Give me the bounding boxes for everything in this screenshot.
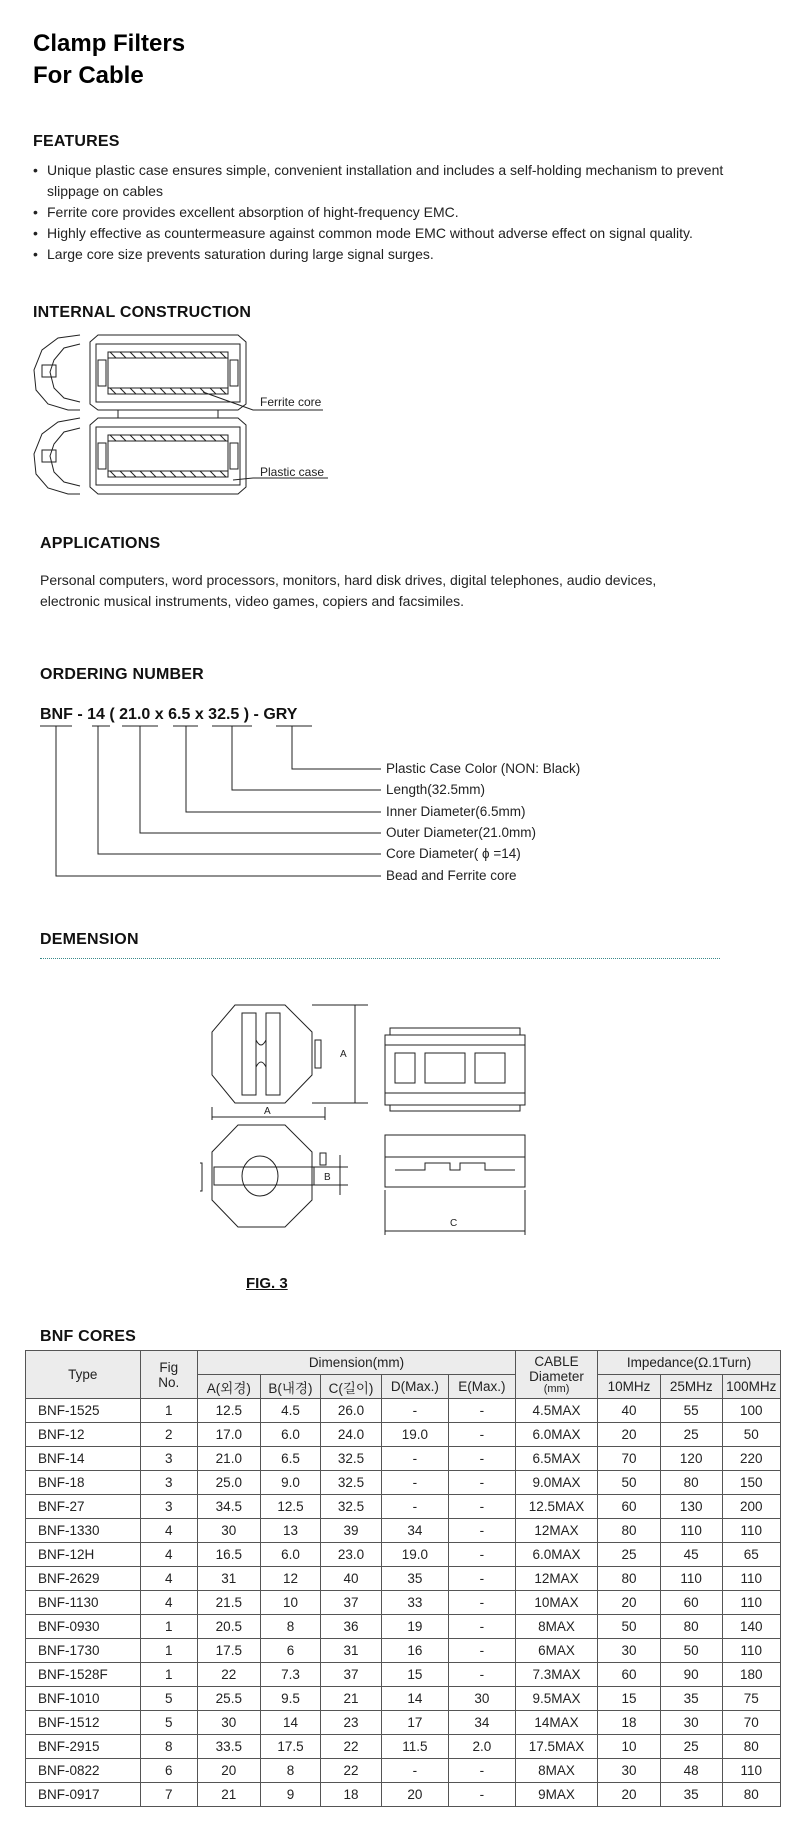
table-cell: 34 — [448, 1711, 515, 1735]
applications-text: Personal computers, word processors, monitors, hard disk drives, digital telephones, audio devices, electronic musical instruments, video games, copiers and facsimiles. — [40, 572, 657, 609]
table-row — [26, 1471, 781, 1495]
table-cell: 70 — [722, 1711, 780, 1735]
feature-item: • Large core size prevents saturation during large signal surges. — [33, 244, 773, 265]
table-row — [26, 1735, 781, 1759]
table-cell: 3 — [140, 1495, 197, 1519]
table-cell: 35 — [660, 1783, 722, 1807]
feature-item: • Ferrite core provides excellent absorption of hight-frequency EMC. — [33, 202, 773, 223]
table-cell: 18 — [321, 1783, 382, 1807]
table-cell: 20 — [598, 1423, 661, 1447]
table-cell: 150 — [722, 1471, 780, 1495]
table-cell: 15 — [598, 1687, 661, 1711]
table-cell: 80 — [722, 1783, 780, 1807]
dimension-divider — [40, 958, 720, 959]
table-cell: 7.3 — [260, 1663, 321, 1687]
subheader-a: A(외경) — [197, 1375, 260, 1399]
dim-label-b: B — [324, 1172, 331, 1183]
table-cell: 6MAX — [515, 1639, 597, 1663]
table-cell: - — [381, 1759, 448, 1783]
header-cable: CABLE Diameter (mm) — [515, 1351, 597, 1399]
table-cell: 60 — [598, 1495, 661, 1519]
table-cell: 21.5 — [197, 1591, 260, 1615]
cell-type: BNF-0822 — [26, 1759, 141, 1783]
table-cell: 60 — [598, 1663, 661, 1687]
table-cell: 12.5 — [197, 1399, 260, 1423]
table-cell: 40 — [598, 1399, 661, 1423]
table-row — [26, 1447, 781, 1471]
table-header-row — [26, 1351, 781, 1375]
table-cell: 80 — [598, 1519, 661, 1543]
table-cell: 16 — [381, 1639, 448, 1663]
table-cell: 6.0 — [260, 1423, 321, 1447]
table-cell: 10 — [598, 1735, 661, 1759]
subheader-25mhz: 25MHz — [660, 1375, 722, 1399]
table-cell: 120 — [660, 1447, 722, 1471]
table-cell: 9MAX — [515, 1783, 597, 1807]
legend-core-diameter: Core Diameter( ϕ =14) — [386, 846, 521, 861]
table-cell: 80 — [598, 1567, 661, 1591]
table-cell: 25.0 — [197, 1471, 260, 1495]
subheader-e: E(Max.) — [448, 1375, 515, 1399]
table-cell: 4 — [140, 1591, 197, 1615]
construction-heading: INTERNAL CONSTRUCTION — [33, 304, 252, 321]
table-cell: 6.0MAX — [515, 1423, 597, 1447]
cell-type: BNF-27 — [26, 1495, 141, 1519]
table-cell: 16.5 — [197, 1543, 260, 1567]
cores-table — [25, 1350, 781, 1807]
cell-type: BNF-12H — [26, 1543, 141, 1567]
table-cell: 6.0MAX — [515, 1543, 597, 1567]
table-cell: 31 — [197, 1567, 260, 1591]
table-cell: 9.0 — [260, 1471, 321, 1495]
table-cell: 6.0 — [260, 1543, 321, 1567]
header-fig: Fig No. — [140, 1351, 197, 1399]
table-cell: 80 — [722, 1735, 780, 1759]
table-cell: 17.5MAX — [515, 1735, 597, 1759]
case-bottom-view-icon — [90, 418, 246, 494]
table-cell: - — [448, 1567, 515, 1591]
case-side-dimension-icon — [385, 1028, 525, 1111]
table-cell: 30 — [598, 1759, 661, 1783]
legend-bead-ferrite: Bead and Ferrite core — [386, 868, 517, 883]
table-cell: 110 — [722, 1639, 780, 1663]
table-cell: 31 — [321, 1639, 382, 1663]
ordering-code: BNF - 14 ( 21.0 x 6.5 x 32.5 ) - GRY — [40, 706, 298, 723]
table-cell: 80 — [660, 1615, 722, 1639]
octagon-end-view-icon — [200, 1125, 348, 1227]
table-cell: 40 — [321, 1567, 382, 1591]
table-cell: 30 — [197, 1519, 260, 1543]
table-cell: 17.5 — [260, 1735, 321, 1759]
legend-inner-diameter: Inner Diameter(6.5mm) — [386, 804, 526, 819]
table-cell: 7.3MAX — [515, 1663, 597, 1687]
table-cell: 50 — [660, 1639, 722, 1663]
cell-type: BNF-1010 — [26, 1687, 141, 1711]
cell-type: BNF-1730 — [26, 1639, 141, 1663]
applications-heading: APPLICATIONS — [40, 535, 161, 552]
table-cell: 20 — [197, 1759, 260, 1783]
table-cell: 25 — [598, 1543, 661, 1567]
table-cell: 10MAX — [515, 1591, 597, 1615]
table-cell: 3 — [140, 1447, 197, 1471]
feature-item: • Unique plastic case ensures simple, convenient installation and includes a self-holding mechanism to prevent slippage on cables — [33, 160, 773, 202]
table-cell: - — [381, 1399, 448, 1423]
table-cell: 14MAX — [515, 1711, 597, 1735]
table-cell: 6 — [140, 1759, 197, 1783]
table-cell: 2.0 — [448, 1735, 515, 1759]
table-cell: 4 — [140, 1543, 197, 1567]
table-cell: 9.5MAX — [515, 1687, 597, 1711]
subheader-100mhz: 100MHz — [722, 1375, 780, 1399]
cell-type: BNF-1330 — [26, 1519, 141, 1543]
table-row — [26, 1495, 781, 1519]
table-cell: 25.5 — [197, 1687, 260, 1711]
table-cell: 20 — [381, 1783, 448, 1807]
table-cell: 130 — [660, 1495, 722, 1519]
table-row — [26, 1639, 781, 1663]
table-cell: 50 — [598, 1615, 661, 1639]
table-cell: 17.5 — [197, 1639, 260, 1663]
table-cell: 4 — [140, 1567, 197, 1591]
table-cell: 32.5 — [321, 1447, 382, 1471]
table-cell: 32.5 — [321, 1495, 382, 1519]
table-cell: 21 — [197, 1783, 260, 1807]
table-cell: 6 — [260, 1639, 321, 1663]
table-cell: 23.0 — [321, 1543, 382, 1567]
table-cell: 21.0 — [197, 1447, 260, 1471]
table-cell: - — [448, 1663, 515, 1687]
table-cell: 4.5 — [260, 1399, 321, 1423]
table-cell: - — [448, 1759, 515, 1783]
table-row — [26, 1423, 781, 1447]
table-cell: 12MAX — [515, 1567, 597, 1591]
table-cell: 35 — [660, 1687, 722, 1711]
octagon-front-view-icon — [212, 1005, 368, 1120]
table-cell: 5 — [140, 1687, 197, 1711]
cell-type: BNF-2629 — [26, 1567, 141, 1591]
table-row — [26, 1543, 781, 1567]
table-row — [26, 1591, 781, 1615]
table-cell: 19.0 — [381, 1423, 448, 1447]
cores-heading: BNF CORES — [40, 1328, 137, 1345]
table-row — [26, 1567, 781, 1591]
table-cell: 22 — [321, 1735, 382, 1759]
table-cell: - — [448, 1447, 515, 1471]
table-cell: 30 — [448, 1687, 515, 1711]
table-cell: 26.0 — [321, 1399, 382, 1423]
table-cell: 12MAX — [515, 1519, 597, 1543]
table-cell: 34 — [381, 1519, 448, 1543]
table-cell: - — [381, 1495, 448, 1519]
table-cell: 21 — [321, 1687, 382, 1711]
table-cell: 110 — [722, 1759, 780, 1783]
table-cell: 110 — [722, 1567, 780, 1591]
table-cell: 14 — [260, 1711, 321, 1735]
table-cell: 65 — [722, 1543, 780, 1567]
table-cell: 25 — [660, 1423, 722, 1447]
table-cell: 36 — [321, 1615, 382, 1639]
header-type: Type — [26, 1351, 141, 1399]
page-title — [33, 28, 185, 92]
table-cell: - — [381, 1471, 448, 1495]
table-row — [26, 1759, 781, 1783]
table-row — [26, 1783, 781, 1807]
table-cell: 8 — [260, 1615, 321, 1639]
table-row — [26, 1663, 781, 1687]
cell-type: BNF-1525 — [26, 1399, 141, 1423]
table-cell: 20 — [598, 1783, 661, 1807]
table-cell: 17 — [381, 1711, 448, 1735]
table-cell: 220 — [722, 1447, 780, 1471]
table-cell: 9.5 — [260, 1687, 321, 1711]
subheader-b: B(내경) — [260, 1375, 321, 1399]
table-cell: 48 — [660, 1759, 722, 1783]
table-cell: - — [448, 1639, 515, 1663]
cell-type: BNF-1512 — [26, 1711, 141, 1735]
table-cell: 110 — [660, 1519, 722, 1543]
table-row — [26, 1711, 781, 1735]
table-cell: 23 — [321, 1711, 382, 1735]
table-cell: 24.0 — [321, 1423, 382, 1447]
case-top-dimension-icon — [385, 1135, 525, 1235]
dimension-drawing — [200, 995, 550, 1265]
table-cell: 30 — [598, 1639, 661, 1663]
table-cell: 50 — [722, 1423, 780, 1447]
table-cell: 30 — [197, 1711, 260, 1735]
feature-item: • Highly effective as countermeasure against common mode EMC without adverse effect on signal quality. — [33, 223, 773, 244]
cell-type: BNF-0917 — [26, 1783, 141, 1807]
table-cell: 17.0 — [197, 1423, 260, 1447]
table-cell: 9.0MAX — [515, 1471, 597, 1495]
table-cell: 5 — [140, 1711, 197, 1735]
features-list — [33, 160, 773, 265]
cell-type: BNF-18 — [26, 1471, 141, 1495]
table-cell: 32.5 — [321, 1471, 382, 1495]
table-cell: 11.5 — [381, 1735, 448, 1759]
table-cell: - — [448, 1399, 515, 1423]
table-cell: 110 — [722, 1591, 780, 1615]
features-heading: FEATURES — [33, 133, 120, 150]
subheader-10mhz: 10MHz — [598, 1375, 661, 1399]
table-cell: 60 — [660, 1591, 722, 1615]
table-cell: 6.5MAX — [515, 1447, 597, 1471]
label-plastic-case: Plastic case — [260, 465, 325, 479]
table-cell: - — [448, 1591, 515, 1615]
table-cell: 12.5MAX — [515, 1495, 597, 1519]
table-cell: 20 — [598, 1591, 661, 1615]
table-cell: 110 — [660, 1567, 722, 1591]
table-row — [26, 1615, 781, 1639]
table-cell: 1 — [140, 1399, 197, 1423]
label-ferrite-core: Ferrite core — [260, 395, 322, 409]
legend-case-color: Plastic Case Color (NON: Black) — [386, 761, 581, 776]
table-cell: - — [448, 1783, 515, 1807]
table-cell: 13 — [260, 1519, 321, 1543]
table-cell: 12 — [260, 1567, 321, 1591]
table-cell: - — [448, 1495, 515, 1519]
table-cell: 2 — [140, 1423, 197, 1447]
table-row — [26, 1399, 781, 1423]
ordering-heading: ORDERING NUMBER — [40, 666, 204, 683]
cores-table-body — [26, 1399, 781, 1807]
table-cell: 15 — [381, 1663, 448, 1687]
table-cell: 80 — [660, 1471, 722, 1495]
cell-type: BNF-1130 — [26, 1591, 141, 1615]
dim-label-c: C — [450, 1218, 458, 1229]
table-cell: 22 — [321, 1759, 382, 1783]
dim-label-a-vertical: A — [340, 1049, 347, 1060]
table-cell: 20.5 — [197, 1615, 260, 1639]
table-row — [26, 1519, 781, 1543]
table-cell: 10 — [260, 1591, 321, 1615]
table-cell: 39 — [321, 1519, 382, 1543]
table-cell: 1 — [140, 1663, 197, 1687]
table-cell: 100 — [722, 1399, 780, 1423]
table-cell: 33 — [381, 1591, 448, 1615]
table-cell: - — [448, 1423, 515, 1447]
table-cell: 6.5 — [260, 1447, 321, 1471]
table-cell: 22 — [197, 1663, 260, 1687]
table-cell: 50 — [598, 1471, 661, 1495]
table-cell: 18 — [598, 1711, 661, 1735]
table-cell: 19.0 — [381, 1543, 448, 1567]
cell-type: BNF-2915 — [26, 1735, 141, 1759]
table-cell: 12.5 — [260, 1495, 321, 1519]
table-cell: 140 — [722, 1615, 780, 1639]
table-cell: 200 — [722, 1495, 780, 1519]
subheader-c: C(길이) — [321, 1375, 382, 1399]
table-cell: - — [381, 1447, 448, 1471]
table-cell: 90 — [660, 1663, 722, 1687]
table-cell: 110 — [722, 1519, 780, 1543]
table-cell: 8 — [140, 1735, 197, 1759]
case-side-view-icon — [34, 335, 80, 494]
header-impedance: Impedance(Ω.1Turn) — [598, 1351, 781, 1375]
page-title-line1: Clamp Filters — [33, 30, 186, 57]
table-cell: 8MAX — [515, 1759, 597, 1783]
table-cell: - — [448, 1615, 515, 1639]
table-cell: 33.5 — [197, 1735, 260, 1759]
table-cell: 3 — [140, 1471, 197, 1495]
table-cell: 4.5MAX — [515, 1399, 597, 1423]
dim-label-a-horizontal: A — [264, 1106, 271, 1117]
table-cell: 34.5 — [197, 1495, 260, 1519]
page-title-line2: For Cable — [33, 62, 144, 89]
table-cell: 7 — [140, 1783, 197, 1807]
table-cell: 9 — [260, 1783, 321, 1807]
figure-caption: FIG. 3 — [246, 1275, 288, 1292]
table-cell: - — [448, 1471, 515, 1495]
table-cell: 19 — [381, 1615, 448, 1639]
cell-type: BNF-14 — [26, 1447, 141, 1471]
table-cell: - — [448, 1519, 515, 1543]
table-cell: 37 — [321, 1663, 382, 1687]
table-cell: 8 — [260, 1759, 321, 1783]
cell-type: BNF-0930 — [26, 1615, 141, 1639]
table-cell: 75 — [722, 1687, 780, 1711]
table-cell: 70 — [598, 1447, 661, 1471]
table-cell: 1 — [140, 1615, 197, 1639]
table-cell: 4 — [140, 1519, 197, 1543]
table-cell: 1 — [140, 1639, 197, 1663]
table-cell: 14 — [381, 1687, 448, 1711]
table-cell: 180 — [722, 1663, 780, 1687]
construction-diagram — [28, 330, 338, 500]
table-cell: 8MAX — [515, 1615, 597, 1639]
legend-outer-diameter: Outer Diameter(21.0mm) — [386, 825, 537, 840]
table-cell: 35 — [381, 1567, 448, 1591]
subheader-d: D(Max.) — [381, 1375, 448, 1399]
table-cell: 30 — [660, 1711, 722, 1735]
table-cell: 37 — [321, 1591, 382, 1615]
header-dimension: Dimension(mm) — [197, 1351, 515, 1375]
cell-type: BNF-12 — [26, 1423, 141, 1447]
table-cell: 45 — [660, 1543, 722, 1567]
table-cell: 25 — [660, 1735, 722, 1759]
table-cell: 55 — [660, 1399, 722, 1423]
table-cell: - — [448, 1543, 515, 1567]
dimension-heading: DEMENSION — [40, 931, 139, 948]
cell-type: BNF-1528F — [26, 1663, 141, 1687]
table-row — [26, 1687, 781, 1711]
legend-length: Length(32.5mm) — [386, 782, 486, 797]
